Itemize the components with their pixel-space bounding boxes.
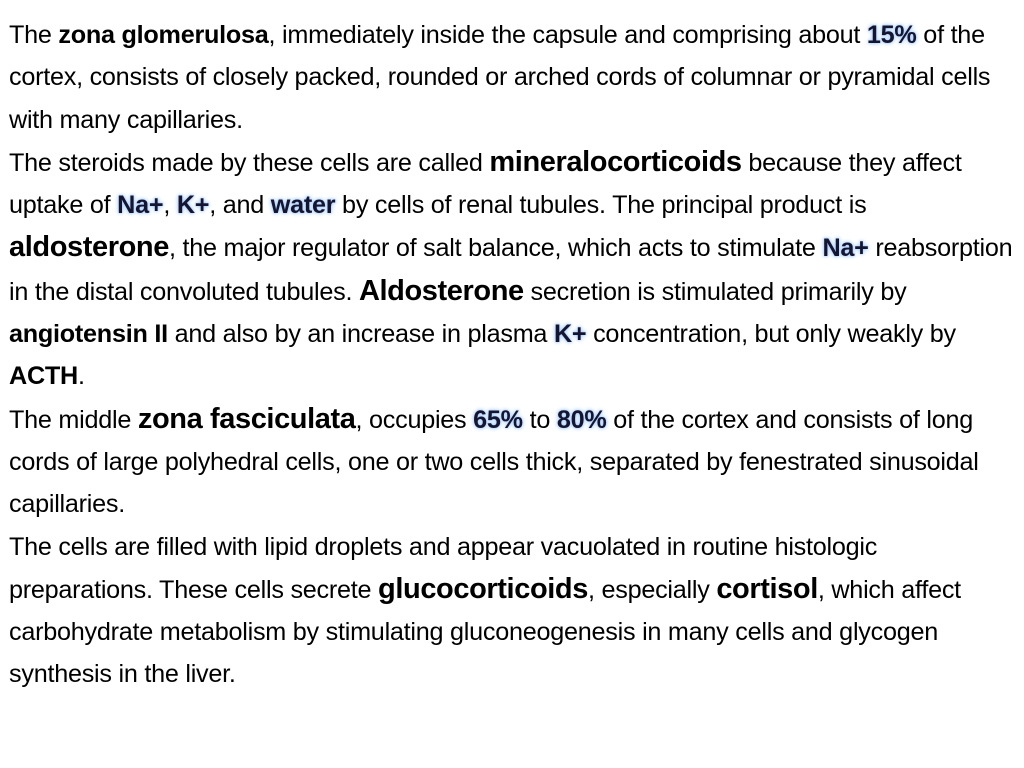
text-run: , and <box>209 191 271 220</box>
text-run: , which affect carbohydrate metabolism by stimulating gluconeogenesis in many cells and glycogen synthesis in the liver. <box>9 575 961 689</box>
bold-term: angiotensin II <box>9 320 168 349</box>
key-term: Aldosterone <box>358 274 524 307</box>
text-run: , especially <box>587 575 717 604</box>
highlighted-value: Na+ <box>117 191 164 220</box>
highlighted-value: 15% <box>866 21 917 49</box>
text-run: , occupies <box>355 405 474 434</box>
text-run: secretion is stimulated primarily by <box>523 277 907 306</box>
text-run: The middle <box>9 405 138 434</box>
paragraph-3 <box>9 398 1015 526</box>
key-term: glucocorticoids <box>378 572 588 605</box>
highlighted-value: 80% <box>556 405 607 434</box>
bold-term: zona glomerulosa <box>58 21 269 49</box>
highlighted-value: K+ <box>176 191 210 220</box>
key-term: aldosterone <box>9 231 169 264</box>
text-run: by cells of renal tubules. The principal product is <box>335 191 867 220</box>
text-run: and also by an increase in plasma <box>167 320 554 349</box>
slide-text-body <box>9 14 1015 696</box>
text-run: The <box>9 21 59 49</box>
bold-term: ACTH <box>9 362 78 391</box>
text-run: of the cortex, consists of closely packed, rounded or arched cords of columnar or pyramidal cells with many capillaries. <box>9 21 991 134</box>
paragraph-2 <box>9 141 1015 398</box>
text-run: of the cortex and consists of long cords of large polyhedral cells, one or two cells thick, separated by fenestrated sinusoidal capillaries. <box>9 405 979 519</box>
text-run: , <box>163 191 177 220</box>
text-run: concentration, but only weakly by <box>586 320 956 349</box>
text-run: The cells are filled with lipid droplets and appear vacuolated in routine histologic preparations. These cells secrete <box>9 532 878 604</box>
text-run: The steroids made by these cells are called <box>9 148 490 177</box>
text-run: . <box>77 362 85 391</box>
text-run: because they affect uptake of <box>9 148 962 220</box>
text-run: reabsorption in the distal convoluted tubules. <box>9 234 1013 306</box>
text-run: , immediately inside the capsule and comprising about <box>268 21 867 49</box>
key-term: zona fasciculata <box>137 402 356 435</box>
key-term: mineralocorticoids <box>489 145 742 178</box>
highlighted-value: 65% <box>473 405 523 434</box>
highlighted-value: K+ <box>553 320 587 349</box>
text-run: to <box>522 405 557 434</box>
text-run: , the major regulator of salt balance, which acts to stimulate <box>168 234 823 263</box>
highlighted-value: water <box>270 191 336 220</box>
highlighted-value: Na+ <box>822 234 869 263</box>
key-term: cortisol <box>716 572 818 605</box>
paragraph-4 <box>9 526 1015 696</box>
paragraph-1 <box>9 14 1015 141</box>
